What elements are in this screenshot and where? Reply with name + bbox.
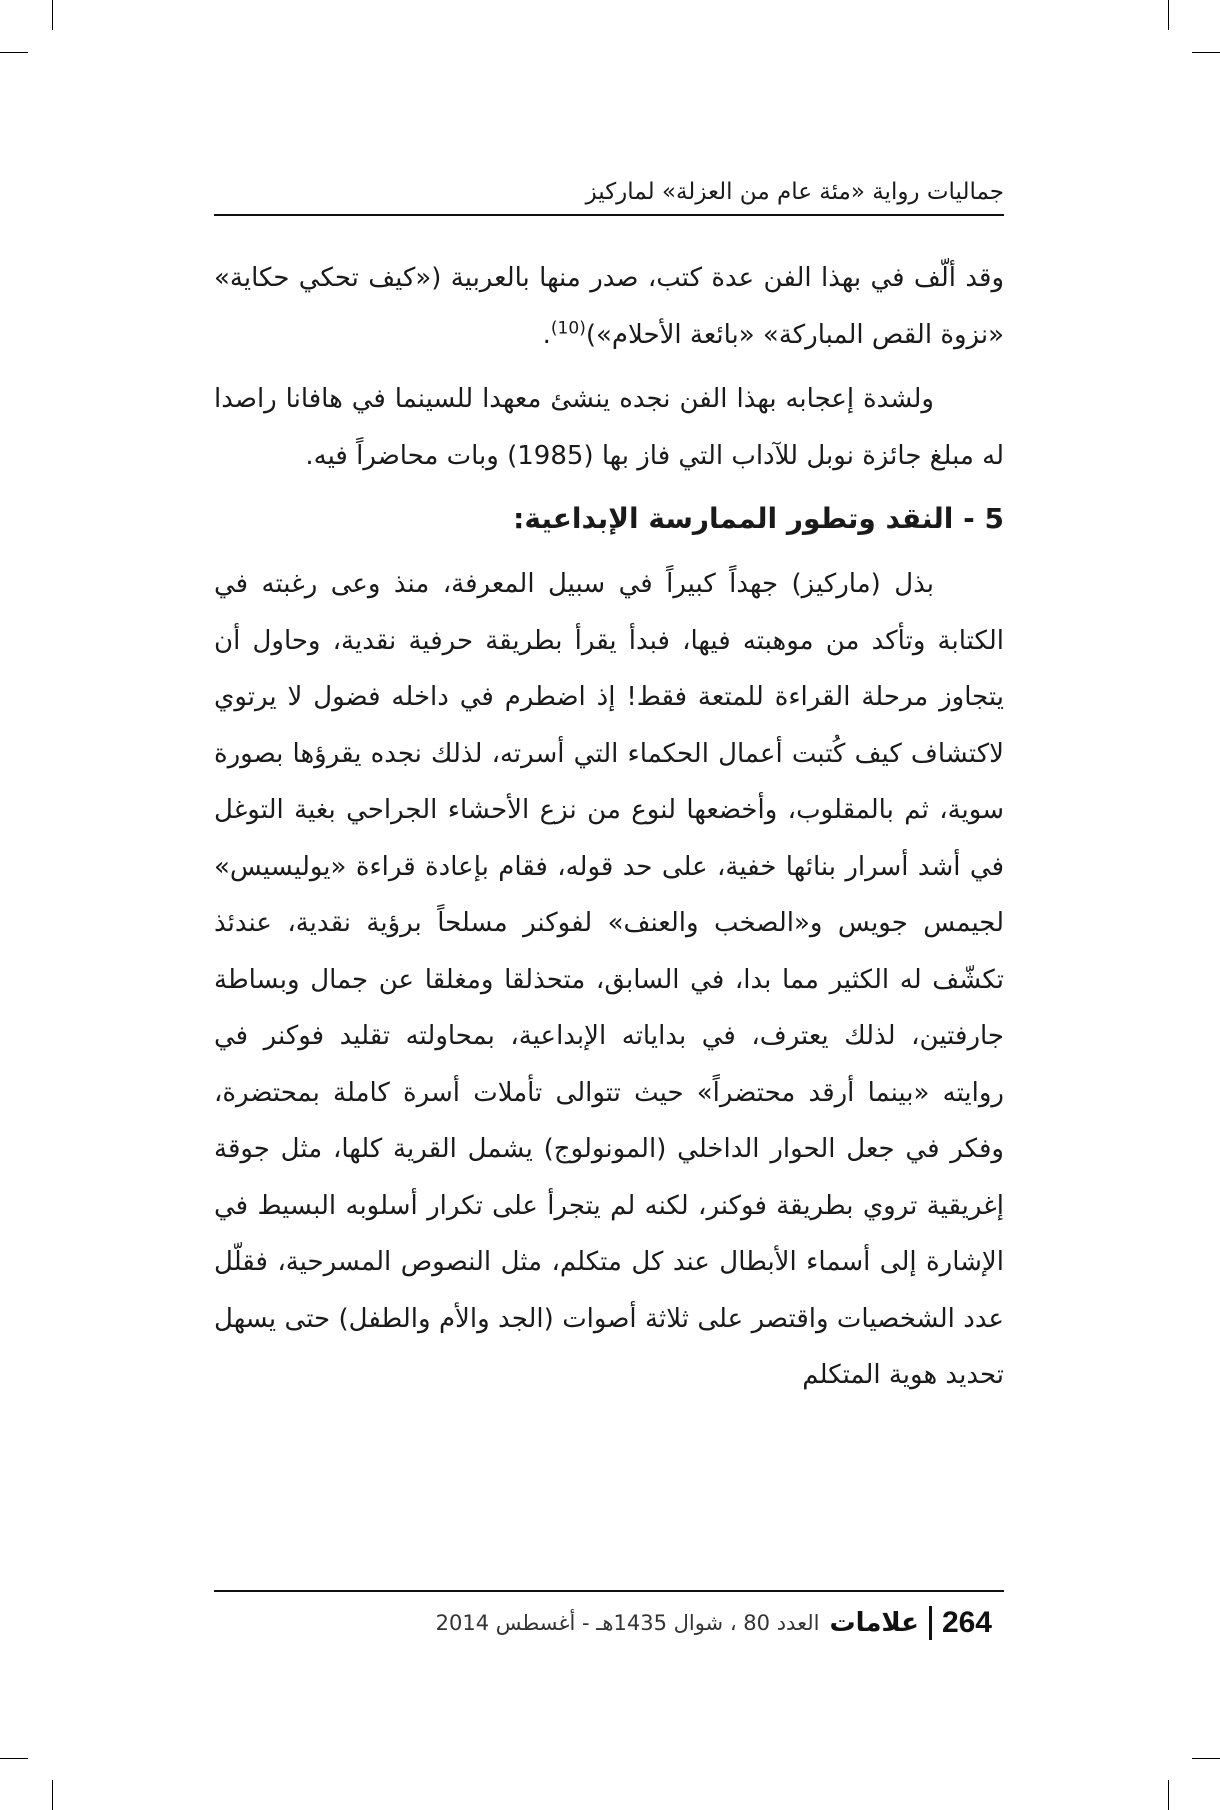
running-title: جماليات رواية «مئة عام من العزلة» لماركيز: [585, 179, 1004, 205]
crop-mark: [1192, 1758, 1220, 1759]
crop-mark: [0, 52, 28, 53]
page-body: [214, 250, 1004, 1404]
crop-mark: [52, 0, 53, 30]
issue-info: العدد 80 ، شوال 1435هـ - أغسطس 2014: [435, 1611, 820, 1635]
crop-mark: [1168, 1780, 1169, 1810]
page-number: 264: [941, 1606, 992, 1639]
crop-mark: [52, 1780, 53, 1810]
paragraph: ولشدة إعجابه بهذا الفن نجده ينشئ معهدا للسينما في هافانا راصدا له مبلغ جائزة نوبل للآداب التي فاز بها (1985) وبات محاضراً فيه.: [214, 384, 1004, 471]
paragraph: [214, 250, 1004, 363]
section-heading: 5 - النقد وتطور الممارسة الإبداعية:: [513, 502, 1004, 535]
crop-mark: [1192, 52, 1220, 53]
crop-mark: [0, 1758, 28, 1759]
running-header: [214, 172, 1004, 216]
footer-divider: [929, 1606, 932, 1640]
paragraph-text: وقد ألّف في بهذا الفن عدة كتب، صدر منها بالعربية («كيف تحكي حكاية» «نزوة القص المباركة» «بائعة الأحلام»): [214, 263, 1004, 350]
footnote-ref: (10): [550, 317, 586, 338]
paragraph-end: .: [542, 319, 551, 350]
magazine-logo: علامات: [829, 1608, 919, 1638]
crop-mark: [1168, 0, 1169, 30]
page-footer: [214, 1590, 1004, 1652]
paragraph: بذل (ماركيز) جهداً كبيراً في سبيل المعرفة، منذ وعى رغبته في الكتابة وتأكد من موهبته فيها، فبدأ يقرأ بطريقة حرفية نقدية، وحاول أن يتجاوز مرحلة القراءة للمتعة فقط! إذ اضطرم في داخله فضول لا يرتوي لاكتشاف كيف كُتبت أعمال الحكماء التي أسرته، لذلك نجده يقرؤها بصورة سوية، ثم بالمقلوب، وأخضعها لنوع من نزع الأحشاء الجراحي بغية التوغل في أشد أسرار بنائها خفية، على حد قوله، فقام بإعادة قراءة «يوليسيس» لجيمس جويس و«الصخب والعنف» لفوكنر مسلحاً برؤية نقدية، عندئذ تكشّف له الكثير مما بدا، في السابق، متحذلقا ومغلقا عن جمال وبساطة جارفتين، لذلك يعترف، في بداياته الإبداعية، بمحاولته تقليد فوكنر في روايته «بينما أرقد محتضراً» حيث تتوالى تأملات أسرة كاملة بمحتضرة، وفكر في جعل الحوار الداخلي (المونولوج) يشمل القرية كلها، مثل جوقة إغريقية تروي بطريقة فوكنر، لكنه لم يتجرأ على تكرار أسلوبه البسيط في الإشارة إلى أسماء الأبطال عند كل متكلم، مثل النصوص المسرحية، فقلّل عدد الشخصيات واقتصر على ثلاثة أصوات (الجد والأم والطفل) حتى يسهل تحديد هوية المتكلم: [214, 569, 1004, 1390]
